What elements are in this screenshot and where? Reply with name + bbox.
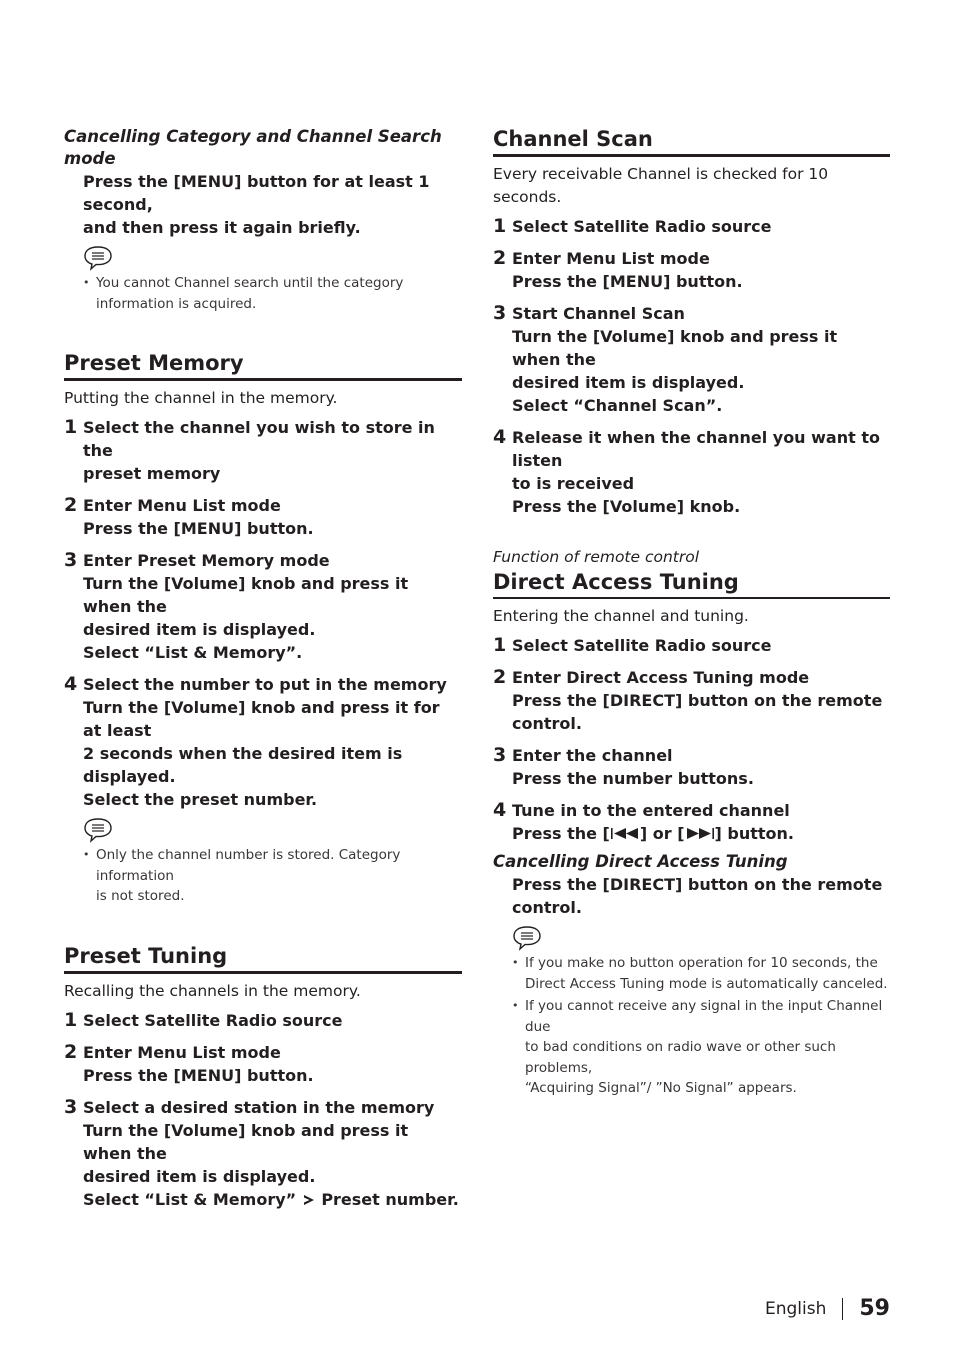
step-title: Enter the channel	[512, 746, 673, 765]
text-line: to bad conditions on radio wave or other such problems,	[525, 1039, 836, 1076]
section-intro: Putting the channel in the memory.	[64, 389, 338, 407]
step-title: Enter Menu List mode	[512, 249, 710, 268]
step-title: Enter Menu List mode	[83, 496, 281, 515]
step	[64, 1041, 462, 1087]
step-line: 2 seconds when the desired item is displayed.	[83, 744, 403, 786]
text-line: is not stored.	[96, 888, 185, 904]
step-line	[83, 1188, 462, 1211]
footer-divider	[842, 1298, 843, 1320]
step	[493, 666, 890, 735]
text-line: “Acquiring Signal”/ ”No Signal” appears.	[525, 1080, 797, 1096]
left-column	[64, 126, 462, 1220]
step-title: Start Channel Scan	[512, 304, 685, 323]
step-title: Tune in to the entered channel	[512, 801, 790, 820]
step-title: Enter Menu List mode	[83, 1042, 281, 1062]
step-title: Select Satellite Radio source	[512, 636, 772, 655]
step	[493, 744, 890, 790]
note-icon	[512, 925, 542, 951]
right-column	[493, 126, 890, 1099]
step-line: Press the [DIRECT] button on the remote	[512, 691, 883, 710]
step-number: 2	[493, 247, 507, 269]
step-number: 2	[493, 666, 507, 688]
text-fragment: Preset number.	[321, 1189, 459, 1209]
step-line: Select the preset number.	[83, 790, 318, 809]
text-fragment: ] button.	[714, 824, 794, 843]
step-title: Select Satellite Radio source	[512, 217, 772, 236]
section-title-channel-scan: Channel Scan	[493, 126, 890, 157]
text-line: information is acquired.	[96, 295, 257, 312]
step-title: Enter Direct Access Tuning mode	[512, 668, 810, 687]
section-title-preset-memory: Preset Memory	[64, 350, 462, 381]
step-number: 4	[64, 673, 78, 695]
note-text	[83, 273, 462, 314]
step	[64, 1009, 462, 1032]
text-line: control.	[512, 898, 582, 917]
step-line: desired item is displayed.	[83, 620, 316, 639]
text-line: and then press it again briefly.	[83, 218, 361, 237]
step-number: 3	[493, 302, 507, 324]
step	[493, 247, 890, 293]
skip-back-icon	[610, 827, 640, 840]
footer-language: English	[764, 1298, 827, 1319]
section-title-preset-tuning: Preset Tuning	[64, 943, 462, 974]
step-line: Turn the [Volume] knob and press it for at least	[83, 698, 440, 740]
note-text	[512, 996, 890, 1099]
text-line: Press the [MENU] button for at least 1 second,	[83, 172, 430, 214]
step	[64, 673, 462, 811]
text-line: • Only the channel number is stored. Category information	[96, 847, 401, 884]
step	[493, 799, 890, 845]
step-line: Press the [MENU] button.	[83, 519, 314, 538]
step-number: 3	[64, 549, 78, 571]
step	[64, 416, 462, 485]
section-intro: Entering the channel and tuning.	[493, 607, 749, 625]
cancel-direct-heading: Cancelling Direct Access Tuning	[493, 852, 788, 871]
skip-forward-icon	[685, 827, 715, 840]
step-title: Select Satellite Radio source	[83, 1010, 343, 1030]
text-line: Press the [DIRECT] button on the remote	[512, 875, 883, 894]
step	[493, 302, 890, 417]
step-line	[512, 822, 890, 845]
step	[64, 549, 462, 664]
cancel-category-text	[64, 170, 462, 239]
chevron-right-icon	[302, 1194, 316, 1206]
step	[493, 426, 890, 518]
step-line: Turn the [Volume] knob and press it when the	[512, 327, 838, 369]
step-title: Select the channel you wish to store in the	[83, 418, 435, 460]
step-line: Press the [MENU] button.	[83, 1065, 314, 1085]
text-line: • If you cannot receive any signal in the input Channel due	[525, 998, 883, 1035]
page-footer	[765, 1296, 890, 1321]
step-number: 2	[64, 494, 78, 516]
text-line: • If you make no button operation for 10 seconds, the	[525, 955, 878, 971]
note-icon	[83, 245, 113, 271]
page-number: 59	[859, 1296, 890, 1321]
step-number: 4	[493, 426, 507, 448]
step-line: Press the number buttons.	[512, 769, 754, 788]
step	[493, 215, 890, 238]
step-number: 4	[493, 799, 507, 821]
step	[64, 1096, 462, 1211]
step-line: Turn the [Volume] knob and press it when the	[83, 574, 409, 616]
cancel-direct-text	[493, 873, 890, 919]
step-number: 2	[64, 1040, 78, 1063]
step	[493, 634, 890, 657]
note-text	[512, 953, 890, 994]
step	[64, 494, 462, 540]
step-title: Select the number to put in the memory	[83, 675, 447, 694]
step-line: control.	[512, 714, 582, 733]
text-fragment: Press the [	[512, 824, 610, 843]
step-line: Turn the [Volume] knob and press it when the	[83, 1120, 409, 1163]
section-intro: Every receivable Channel is checked for 10 seconds.	[493, 165, 829, 206]
step-line: Select “List & Memory”.	[83, 643, 303, 662]
step-line: Press the [MENU] button.	[512, 272, 743, 291]
step-title: to is received	[512, 474, 635, 493]
note-icon	[83, 817, 113, 843]
section-title-direct-access-tuning: Direct Access Tuning	[493, 569, 890, 599]
cancel-category-heading: Cancelling Category and Channel Search mode	[64, 127, 442, 168]
step-line: Press the [Volume] knob.	[512, 497, 741, 516]
step-title: Release it when the channel you want to listen	[512, 428, 880, 470]
step-number: 1	[493, 215, 507, 237]
step-number: 1	[64, 416, 78, 438]
step-line: desired item is displayed.	[83, 1166, 316, 1186]
section-intro: Recalling the channels in the memory.	[64, 981, 361, 1000]
text-line: • You cannot Channel search until the category	[96, 275, 404, 291]
text-line: Direct Access Tuning mode is automatically canceled.	[525, 975, 888, 992]
step-line: Select “Channel Scan”.	[512, 396, 723, 415]
text-fragment: ] or [	[639, 824, 685, 843]
step-number: 3	[64, 1095, 78, 1118]
step-title: Select a desired station in the memory	[83, 1097, 435, 1117]
step-number: 3	[493, 744, 507, 766]
step-title: Enter Preset Memory mode	[83, 551, 330, 570]
step-number: 1	[493, 634, 507, 656]
step-title: preset memory	[83, 464, 221, 483]
step-number: 1	[64, 1008, 78, 1031]
step-line: desired item is displayed.	[512, 373, 745, 392]
text-fragment: Select “List & Memory”	[83, 1189, 297, 1209]
note-text	[83, 845, 462, 907]
remote-function-label: Function of remote control	[493, 548, 700, 566]
